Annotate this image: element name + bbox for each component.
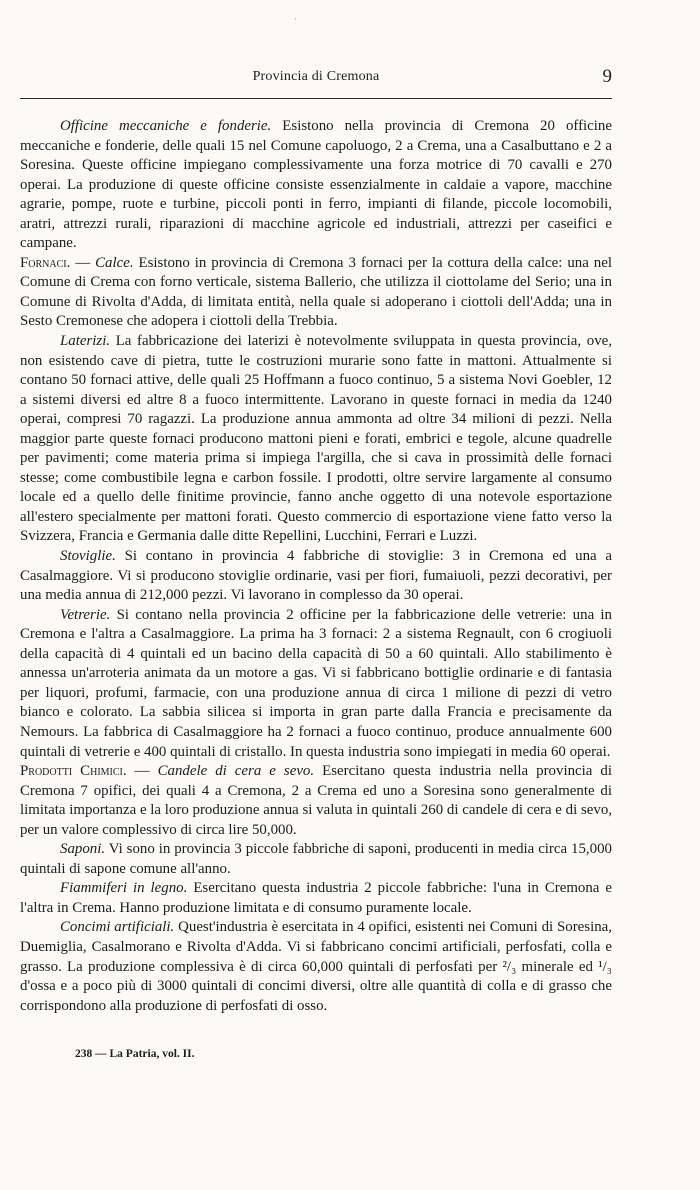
- paragraph-stoviglie: [20, 547, 612, 606]
- paragraph-lead: Saponi.: [60, 841, 106, 858]
- section-heading: Fornaci.: [20, 254, 71, 271]
- signature-line: 238 — La Patria, vol. II.: [75, 1048, 195, 1060]
- paragraph-lead: Candele di cera e sevo.: [157, 763, 315, 780]
- paragraph-vetrerie: [20, 606, 612, 762]
- running-title: Provincia di Cremona: [252, 69, 380, 84]
- paragraph-text: Si contano nella provincia 2 officine per la fabbricazione delle vetrerie: una in Cremona e l'altra a Casalmaggiore. La prima ha 3 fornaci: 2 a sistema Regnault, con 6 crogiuoli della capacità di 4 quintali ed un bacino della capacità di 50 a 60 quintali. Allo stabilimento è annessa un'arroteria animata da un motore a gas. Vi si fabbricano bottiglie ordinarie e di fantasia per liquori, profumi, farmacie, con una produzione annua di circa 1 milione di pezzi di vetro bianco e colorato. La sabbia silicea si importa in gran parte dalla Francia e precisamente da Nemours. La fabbrica di Casalmaggiore ha 2 fornaci a fuoco continuo, produce annualmente 600 quintali di vetrerie e 400 quintali di cristallo. In questa industria sono impiegati in media 60 operai.: [20, 606, 612, 760]
- paragraph-officine: [20, 117, 612, 254]
- paragraph-lead: Officine meccaniche e fonderie.: [60, 118, 272, 134]
- paragraph-lead: Vetrerie.: [60, 606, 111, 623]
- page-number: 9: [602, 66, 612, 87]
- paragraph-lead: Stoviglie.: [60, 548, 116, 565]
- paragraph-sep: [271, 118, 282, 134]
- paragraph-lead: Fiammiferi in legno.: [60, 880, 188, 897]
- paragraph-saponi: [20, 840, 612, 879]
- top-mark: ·: [294, 14, 297, 24]
- paragraph-text: Esistono in provincia di Cremona 3 fornaci per la cottura della calce: una nel Comune di Crema con forno verticale, sistema Ballerio, che utilizza il ciottolame del Serio; una in Comune di Rivolta d'Adda, di limitata entità, nella quale si adoperano i ciottoli dell'Adda; una in Sesto Cremonese che adopera i ciottoli della Trebbia.: [20, 254, 612, 330]
- paragraph-text: La fabbricazione dei laterizi è notevolmente sviluppata in questa provincia, ove, non esistendo cave di pietra, tutte le costruzioni murarie sono fatte in mattoni. Attualmente si contano 50 fornaci attive, delle quali 25 Hoffmann a fuoco continuo, 5 a sistema Novi Goebler, 12 a sistemi diversi ed altre 8 a fuoco intermittente. Lavorano in queste fornaci in media da 1240 operai, compresi 70 ragazzi. La produzione annua ammonta ad oltre 34 milioni di pezzi. Nella maggior parte queste fornaci producono mattoni pieni e forati, embrici e tegole, alcune quadrelle per pavimenti; come materia prima si impiega l'argilla, che si cava in prossimità delle fornaci stesse; come combustibile legna e carbon fossile. I prodotti, oltre servire largamente al consumo locale ed a quello delle finitime provincie, fanno anche oggetto di una notevole esportazione all'estero specialmente per mattoni forati. Questo commercio di esportazione viene fatto verso la Svizzera, Francia e Germania dalle ditte Repellini, Lucchini, Ferrari e Luzzi.: [20, 333, 612, 545]
- paragraph-text: Esercitano questa industria 2 piccole fabbriche: l'una in Cremona e l'altra in Crema. Hanno produzione limitata e di consumo puramente locale.: [20, 880, 612, 916]
- paragraph-text: Vi sono in provincia 3 piccole fabbriche di saponi, producenti in media circa 15,000 quintali di sapone comune all'anno.: [20, 841, 612, 877]
- paragraph-text: Quest'industria è esercitata in 4 opifici, esistenti nei Comuni di Soresina, Duemiglia, Casalmorano e Rivolta d'Adda. Vi si fabbricano concimi artificiali, perfosfati, colla e grasso. La produzione complessiva è di circa 60,000 quintali di perfosfati per ²/₃ minerale ed ¹/₃ d'ossa e a poco più di 3000 quintali di concimi diversi, oltre alle quantità di colla e di grasso che corrispondono alla produzione di perfosfati di osso.: [20, 919, 612, 1014]
- paragraph-lead: Laterizi.: [60, 333, 111, 350]
- paragraph-sep: —: [126, 763, 158, 780]
- paragraph-text: Esistono nella provincia di Cremona 20 officine meccaniche e fonderie, delle quali 15 nel Comune capoluogo, 2 a Crema, una a Casalbuttano e 2 a Soresina. Queste officine impiegano complessivamente una forza motrice di 70 cavalli e 270 operai. La produzione di queste officine consiste essenzialmente in caldaie a vapore, macchine agrarie, pompe, ruote e turbine, piccoli ponti in ferro, impianti di filande, piccole locomobili, aratri, attrezzi rurali, riparazioni di macchine agricole ed industriali, attrezzi per caseifici e campane.: [20, 118, 612, 252]
- paragraph-fiammiferi: [20, 879, 612, 918]
- paragraph-laterizi: [20, 332, 612, 547]
- paragraph-concimi: [20, 918, 612, 1016]
- paragraph-sep: [116, 548, 125, 564]
- paragraph-text: Si contano in provincia 4 fabbriche di stoviglie: 3 in Cremona ed una a Casalmaggiore. Vi si producono stoviglie ordinarie, vasi per fiori, fumaiuoli, pezzi decorativi, per una media annua di 212,000 pezzi. Vi lavorano in complesso da 30 operai.: [20, 548, 612, 604]
- page-header: [20, 66, 612, 90]
- paragraph-lead: Calce.: [95, 254, 134, 271]
- section-heading: Prodotti Chimici.: [20, 763, 127, 780]
- paragraph-fornaci: [20, 254, 612, 332]
- paragraph-lead: Concimi artificiali.: [60, 919, 175, 936]
- paragraph-text: Esercitano questa industria nella provincia di Cremona 7 opifici, dei quali 4 a Cremona, 2 a Crema ed uno a Soresina sono generalmente di limitata importanza e la loro produzione annua si valuta in quintali 260 di candele di cera e di sevo, per un valore complessivo di circa lire 50,000.: [20, 763, 612, 838]
- body-text: [20, 117, 612, 1016]
- header-rule: [20, 98, 612, 99]
- paragraph-prodotti-chimici: [20, 762, 612, 840]
- paragraph-sep: —: [70, 254, 96, 271]
